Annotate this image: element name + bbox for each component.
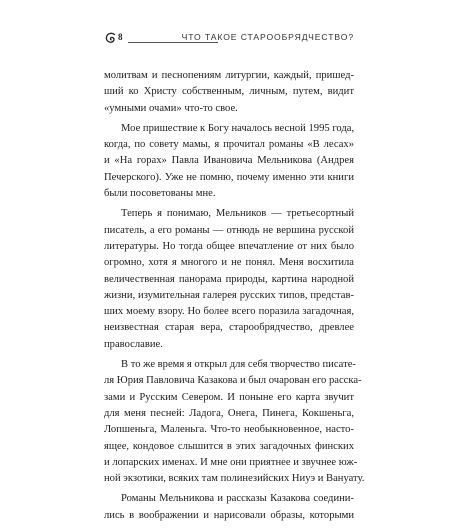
text-line: «умными очами» что-то свое. (104, 102, 238, 114)
text-line: православие. (104, 338, 163, 350)
header-rule (128, 42, 218, 43)
text-line: неизвестная старая вера, старообрядчество, древлее (104, 322, 354, 334)
text-line: ящее, кондовое слышится в этих загадочных финских (104, 440, 354, 452)
paragraph (104, 357, 365, 487)
text-line: величественная панорама природы, картина народной (104, 273, 354, 285)
text-line: ля Юрия Павловича Казакова и был очарован его расска- (104, 375, 362, 387)
text-line: ших моему взору. Но более всего поразила загадочная, (104, 306, 354, 318)
page-number: 8 (118, 32, 123, 42)
text-line: когда, по совету мамы, я прочитал романы «В лесах» (104, 139, 354, 151)
text-line: писатель, а его романы — отнюдь не вершина русской (104, 224, 354, 236)
paragraph (104, 491, 354, 524)
text-line: лись в воображении и нарисовали образы, которыми (104, 509, 354, 521)
text-line: Мое пришествие к Богу началось весной 1995 года, (121, 122, 355, 134)
text-line: зами и Русским Севером. И поныне его карта звучит (104, 391, 354, 403)
text-line: огромно, хотя я многого и не понял. Меня восхитила (104, 257, 354, 269)
text-line: Романы Мельникова и рассказы Казакова соедини- (121, 493, 354, 505)
body-text (104, 68, 365, 528)
text-line: Теперь я понимаю, Мельников — третьесортный (121, 208, 354, 220)
text-line: ший ко Христу собственным, личным, путем, видит (104, 86, 354, 98)
text-line: и лопарских именах. И мне они приятнее и звучнее юж- (104, 456, 358, 468)
swirl-ornament-icon (104, 31, 118, 45)
text-line: жизни, изумительная галерея русских типов, представ- (104, 289, 354, 301)
text-line: Печерского). Уже не помню, почему именно эти книги (104, 171, 354, 183)
page-header (104, 32, 354, 48)
paragraph (104, 68, 354, 117)
text-line: для меня песней: Ладога, Онега, Пинега, Кокшеньга, (104, 407, 354, 419)
text-line: В то же время я открыл для себя творчество писате- (121, 359, 356, 371)
text-line: литературы. Но тогда общее впечатление от них было (104, 240, 354, 252)
text-line: ной экзотики, всяких там полинезийских Ниуэ и Вануату. (104, 473, 365, 485)
paragraph (104, 206, 354, 353)
running-title: ЧТО ТАКОЕ СТАРООБРЯДЧЕСТВО? (181, 32, 354, 42)
text-line: и «На горах» Павла Ивановича Мельникова (Андрея (104, 155, 354, 167)
text-line: молитвам и песнопениям литургии, каждый, пришед- (104, 70, 354, 81)
text-line: Лопшеньга, Маленьга. Что-то необыкновенное, насто- (104, 424, 354, 436)
paragraph (104, 121, 354, 202)
text-line: были посоветованы мне. (104, 188, 216, 200)
